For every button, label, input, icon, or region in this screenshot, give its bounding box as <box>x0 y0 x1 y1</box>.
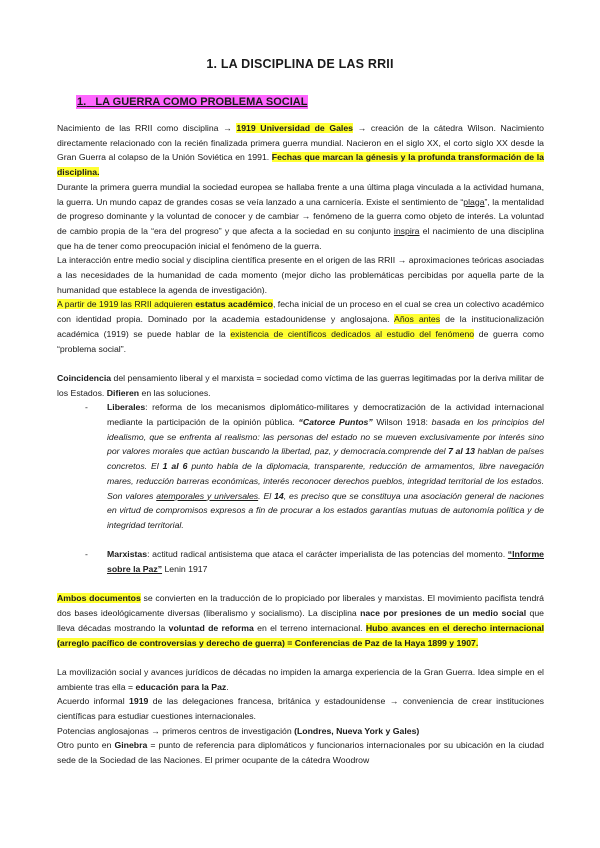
page-title: 1. LA DISCIPLINA DE LAS RRII <box>206 57 394 71</box>
highlight-haya: Hubo avances en el derecho internacional (arreglo pacífico de controversias y derecho de guerra) = Conferencias de Paz de la Haya 1899 y 1907. <box>57 622 544 648</box>
paragraph-origin: Nacimiento de las RRII como disciplina → 1919 Universidad de Gales → creación de la cátedra Wilson. Nacimiento directamente relacionado con la recién finalizada primera guerra mundial. Nacieron en el siglo XX, el corto siglo XX desde la Gran Guerra al colapso de la Unión Soviética en 1991. Fechas que marcan la génesis y la profunda transformación de la disciplina. <box>57 123 544 178</box>
paragraph-agreement: Acuerdo informal 1919 de las delegaciones francesa, británica y estadounidense → conveniencia de crear instituciones científicas para estudiar cuestiones internacionales. <box>57 696 544 722</box>
list-item-marxistas: - Marxistas: actitud radical antisistema que ataca el carácter imperialista de las potencias del momento. “Informe sobre la Paz” Lenin 1917 <box>85 549 544 575</box>
highlight-ambos: Ambos documentos <box>57 593 141 604</box>
highlight-cientificos: existencia de científicos dedicados al estudio del fenómeno <box>230 328 475 339</box>
paragraph-mobilization: La movilización social y avances jurídicos de décadas no impiden la amarga experiencia de la Gran Guerra. Idea simple en el ambiente tras ella = educación para la Paz. <box>57 666 544 692</box>
plaga-term: plaga <box>463 196 485 207</box>
paragraph-centers: Potencias anglosajonas → primeros centros de investigación (Londres, Nueva York y Gales) <box>57 725 420 736</box>
highlight-gales: 1919 Universidad de Gales <box>236 123 353 133</box>
inspira-term: inspira <box>393 225 420 236</box>
paragraph-war: Durante la primera guerra mundial la sociedad europea se hallaba frente a una última plaga vinculada a la actividad humana, la guerra. Un mundo capaz de grandes cosas se veía lanzado a una carnicería. Existe el sentimiento de “plaga”, la mentalidad de progreso dominante y la voluntad de conocer y de cambiar → fenómeno de la guerra como objeto de interés. La voluntad de cambio propia de la “era del progreso” y que afecta a la sociedad en su conjunto inspira el nacimiento de una disciplina que ha de tener como preocupación inicial el fenómeno de la guerra. <box>57 181 544 251</box>
paragraph-interaction: La interacción entre medio social y disciplina científica presente en el origen de las RRII → aproximaciones teóricas asociadas a las necesidades de la humanidad de cada momento (mejor dicho las problemáticas percibidas por aquella parte de la humanidad que establece la agenda de investigación). <box>57 255 544 295</box>
section-heading <box>76 96 308 108</box>
paragraph-geneva: Otro punto en Ginebra = punto de referencia para diplomáticos y funcionarios internacionales por su ubicación en la ciudad sede de la Sociedad de las Naciones. El primer ocupante de la cátedra Woodrow <box>57 740 544 766</box>
highlight-genesis: Fechas que marcan la génesis y la profunda transformación de la disciplina. <box>57 152 544 178</box>
document-body <box>57 121 544 768</box>
highlight-estatus: estatus académico <box>195 299 273 310</box>
paragraph-status: A partir de 1919 las RRII adquieren estatus académico, fecha inicial de un proceso en el cual se crea un colectivo académico con identidad propia. Dominado por la academia estadounidense y anglosajona. Años antes de la institucionalización académica (1919) se puede hablar de la existencia de científicos dedicados al estudio del fenómeno de guerra como “problema social”. <box>57 299 545 354</box>
section-heading-text: 1. LA GUERRA COMO PROBLEMA SOCIAL <box>77 96 308 108</box>
paragraph-coincidence: Coincidencia del pensamiento liberal y el marxista = sociedad como víctima de las guerras legitimadas por la deriva militar de los Estados. Difieren en las soluciones. <box>57 372 544 398</box>
list-item-liberales: - Liberales: reforma de los mecanismos diplomático-militares y democratización de la actividad internacional mediante la participación de la opinión pública. “Catorce Puntos” Wilson 1918: basada en los principios del idealismo, que se enfrenta al realismo: las personas del estado no se mueven exclusivamente por interés sino por valores morales que actúan buscando la libertad, paz, y democracia.comprende del 7 al 13 hablan de países concretos. El 1 al 6 punto habla de la diplomacia, transparente, reducción de armamentos, libre navegación mares, reducción barreras económicas, interés reconocer derechos pueblos, integridad territorial de los estados. Son valores atemporales y universales. El 14, es preciso que se constituya una asociación general de naciones en virtud de compromisos expresos a fin de procurar a los estados garantías mutuas de autonomía política y de integridad territorial. <box>85 402 545 530</box>
highlight-anos-antes: Años antes <box>394 314 441 325</box>
paragraph-documents: Ambos documentos se convierten en la traducción de lo propiciado por liberales y marxistas. El movimiento pacifista tendrá dos bases ideológicamente diversas (liberalismo y socialismo). La disciplina nace por presiones de un medio social que lleva décadas mostrando la voluntad de reforma en el terreno internacional. Hubo avances en el derecho internacional (arreglo pacífico de controversias y derecho de guerra) = Conferencias de Paz de la Haya 1899 y 1907. <box>57 593 544 648</box>
